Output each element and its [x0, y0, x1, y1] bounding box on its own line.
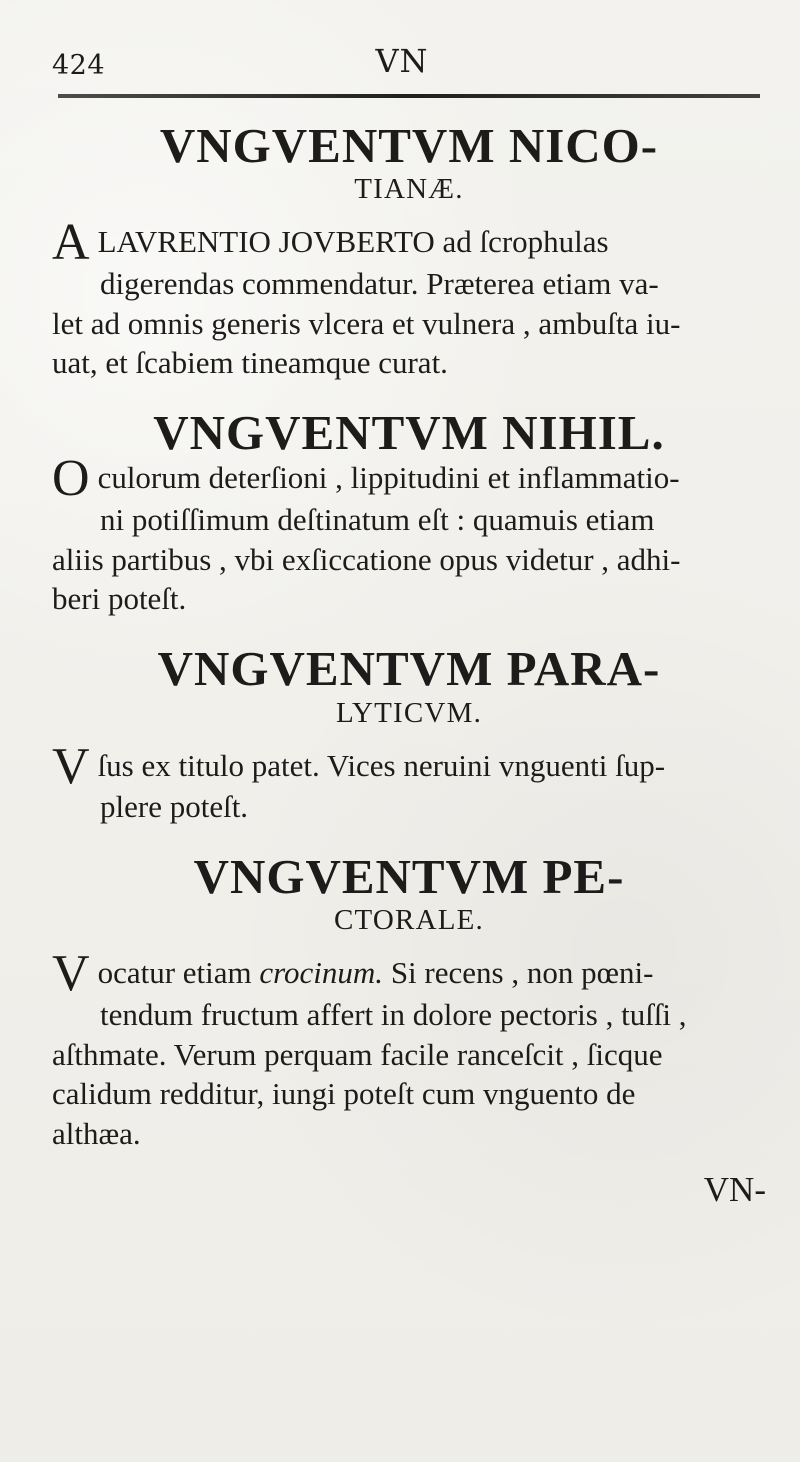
entry-line: digerendas commendatur. Præterea etiam va-: [100, 266, 659, 302]
entry-first-line: [52, 214, 766, 272]
entry-pectorale: [52, 848, 766, 1210]
running-head: VN: [375, 42, 429, 80]
entry-line: ni potiſſimum deſtinatum eſt : quamuis etiam: [100, 502, 655, 538]
entry-first-line: [52, 945, 766, 1003]
entry-body: [52, 737, 766, 827]
entry-title: VNGVENTVM NICO-: [159, 118, 659, 173]
entry-line: LAVRENTIO JOVBERTO ad ſcrophulas: [97, 224, 609, 260]
entry-line: let ad omnis generis vlcera et vulnera , ambuſta iu-: [52, 305, 681, 341]
entry-line: tendum fructum affert in dolore pectoris , tuſſi ,: [100, 996, 687, 1032]
entry-nihil: [52, 407, 766, 619]
entry-paralyticum: [52, 643, 766, 827]
entry-subtitle: TIANÆ.: [354, 173, 464, 206]
entry-subtitle: CTORALE.: [333, 904, 485, 937]
entry-line-suffix: Si recens , non pœni-: [383, 955, 654, 991]
entry-line: althæa.: [52, 1115, 141, 1151]
entry-line: aliis partibus , vbi exſiccatione opus videtur , adhi-: [52, 541, 681, 577]
entry-line: beri poteſt.: [52, 581, 187, 617]
entry-title: VNGVENTVM PARA-: [157, 641, 661, 697]
entry-body: [52, 214, 766, 383]
entry-body: [52, 450, 766, 619]
entry-first-line: [52, 450, 766, 508]
drop-initial: V: [52, 945, 90, 1003]
entry-line: calidum redditur, iungi poteſt cum vnguento de: [52, 1076, 636, 1112]
entry-title: VNGVENTVM PE-: [193, 848, 625, 904]
entry-line: culorum deterſioni , lippitudini et inflammatio-: [97, 460, 680, 496]
italic-term: crocinum.: [259, 955, 384, 991]
drop-initial: V: [52, 737, 90, 795]
drop-initial: A: [52, 214, 90, 272]
entry-line: aſthmate. Verum perquam facile ranceſcit , ſicque: [52, 1036, 663, 1072]
drop-initial: O: [52, 450, 90, 508]
entry-first-line: [52, 737, 766, 795]
header-rule: [58, 94, 760, 98]
entry-line-prefix: ocatur etiam: [97, 955, 260, 991]
entry-nicotianae: [52, 120, 766, 383]
entry-subtitle: LYTICVM.: [335, 696, 483, 729]
page-number: 424: [52, 50, 106, 81]
entry-line: ſus ex titulo patet. Vices neruini vnguenti ſup-: [97, 747, 666, 783]
page-content: [52, 120, 766, 1234]
catchword: VN-: [703, 1169, 766, 1209]
entry-body: [52, 945, 766, 1153]
page-header: [52, 42, 752, 100]
entry-title: VNGVENTVM NIHIL.: [153, 405, 665, 461]
entry-line: uat, et ſcabiem tineamque curat.: [52, 345, 448, 381]
entry-line: plere poteſt.: [100, 789, 249, 825]
